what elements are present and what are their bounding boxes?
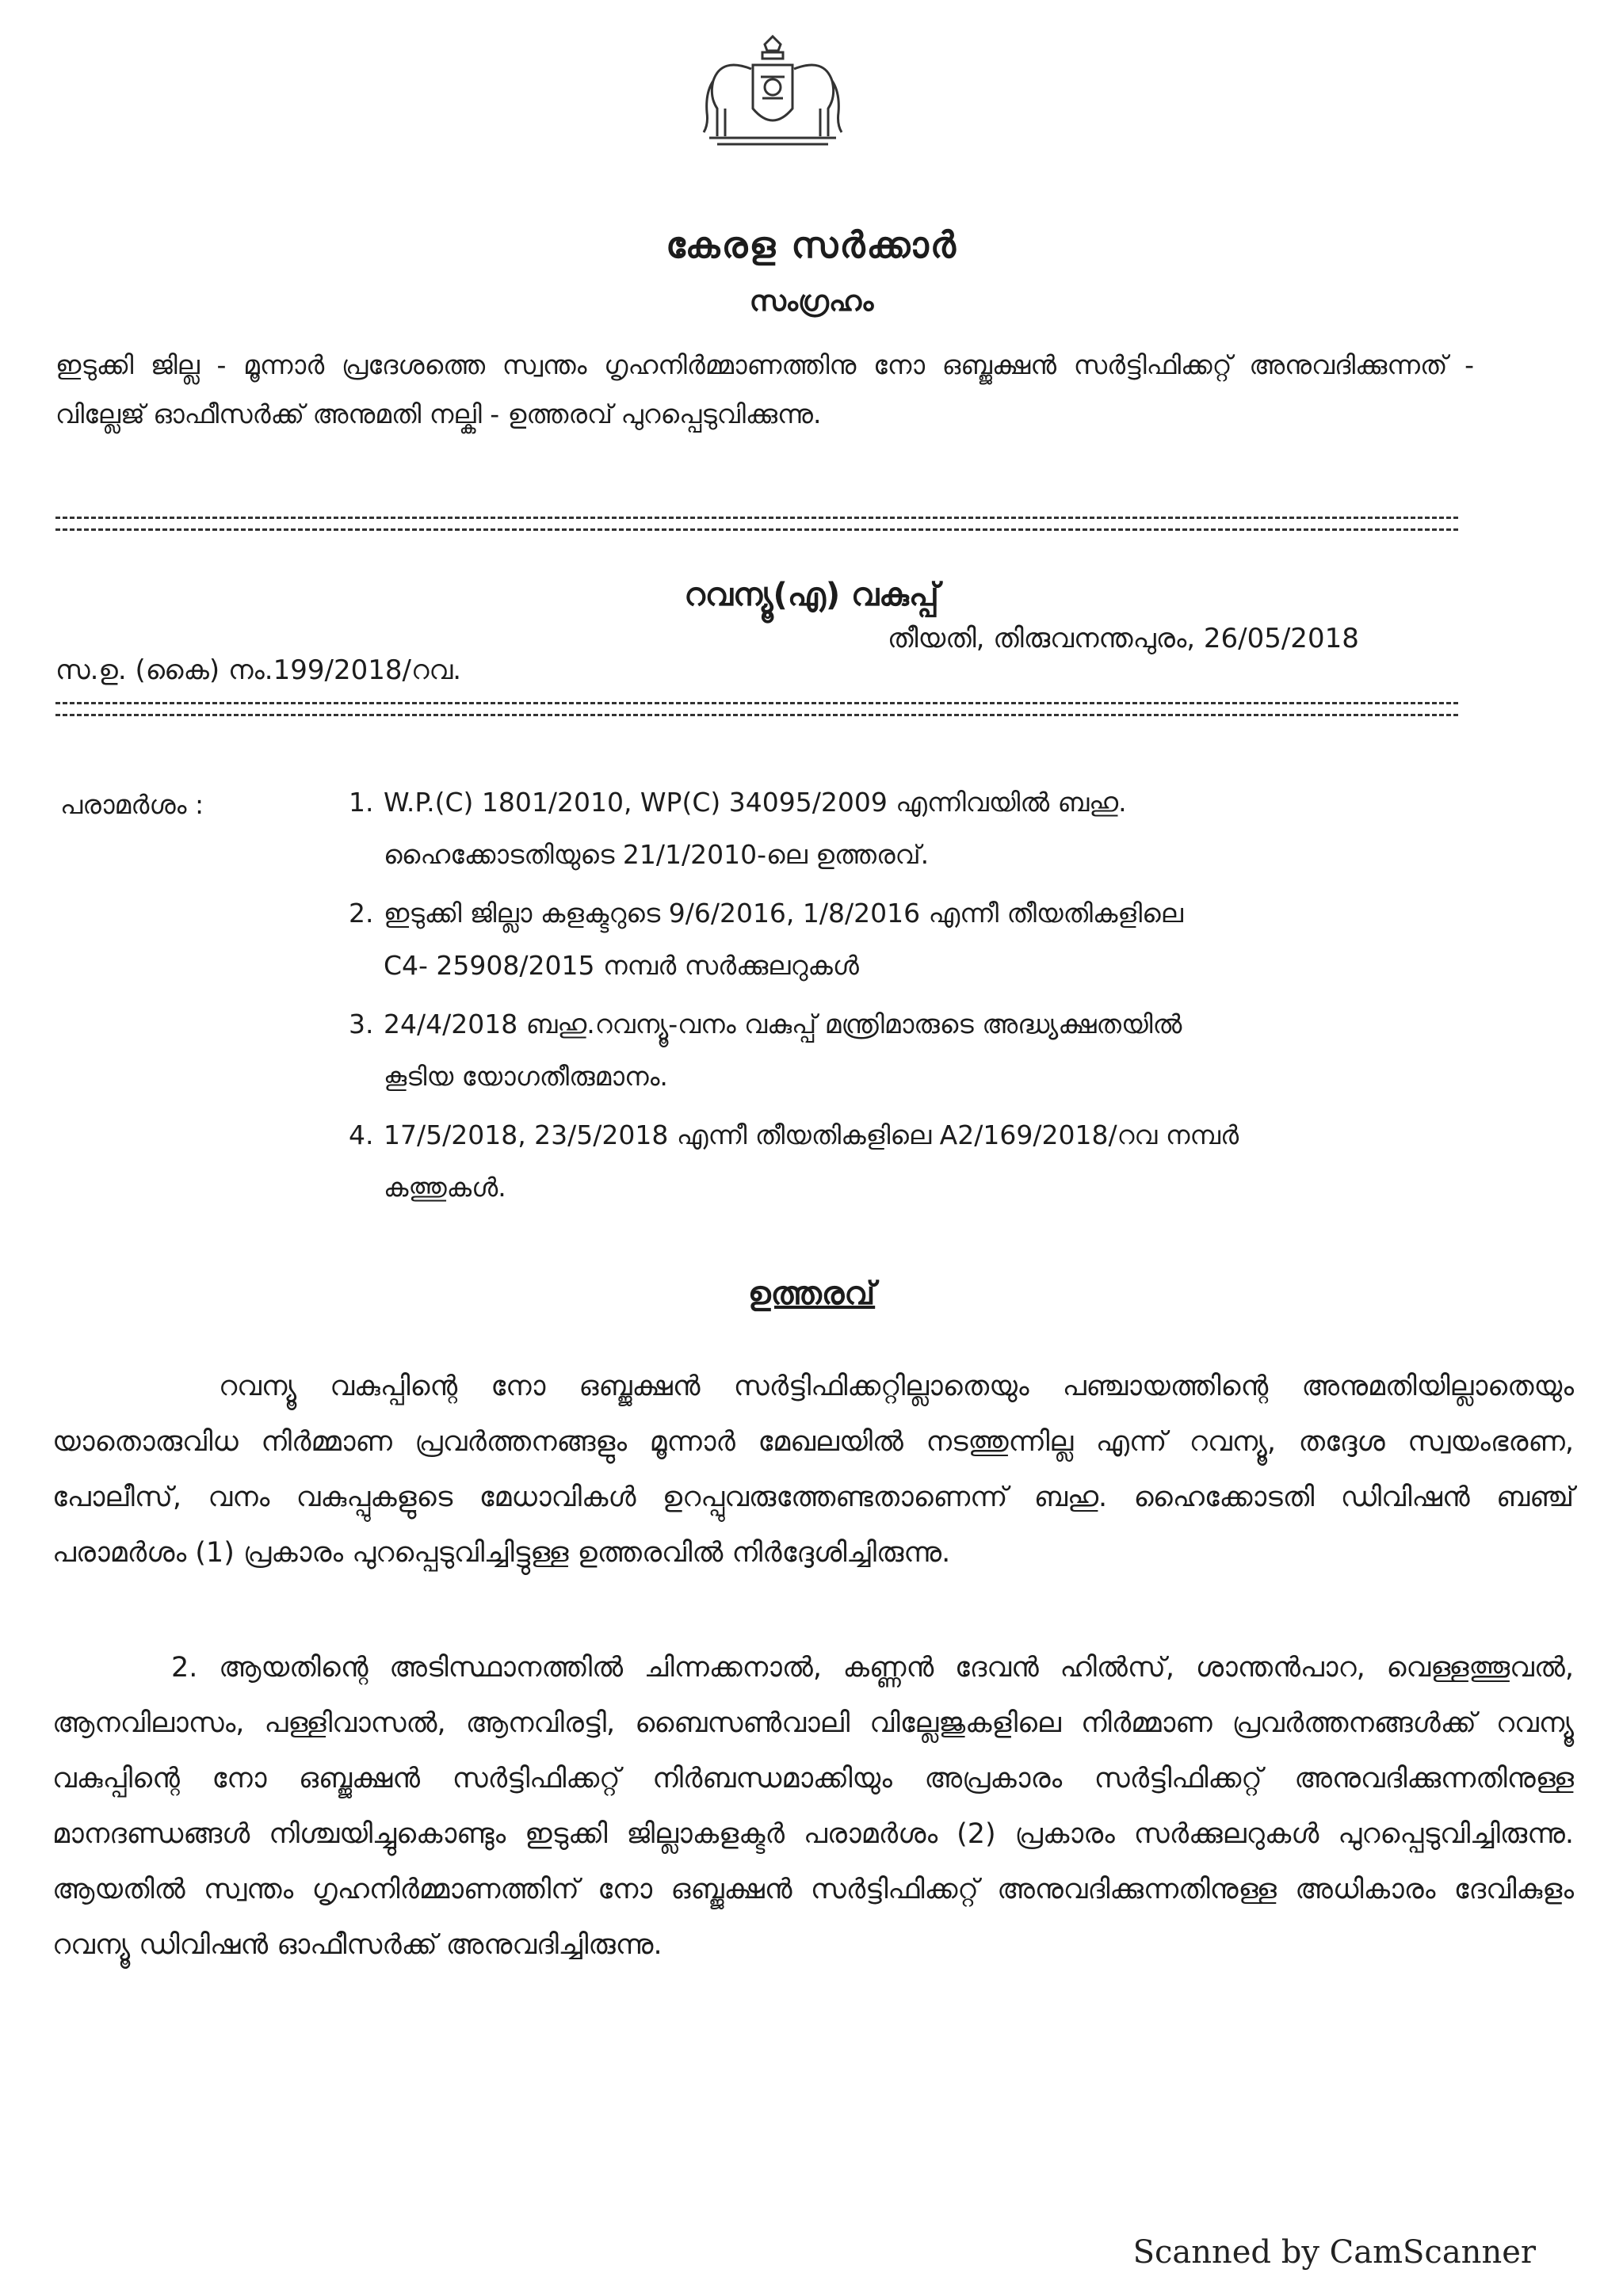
department-heading: റവന്യൂ(എ) വകുപ്പ്: [684, 577, 939, 613]
references-list: [349, 776, 1458, 1220]
government-title: കേരള സർക്കാർ: [666, 223, 957, 266]
reference-number: 3.: [349, 1009, 374, 1039]
subject-text: ഇടുക്കി ജില്ല - മൂന്നാർ പ്രദേശത്തെ സ്വന്തം ഗൃഹനിർമ്മാണത്തിനു നോ ഒബ്ജക്ഷൻ സർട്ടിഫിക്കറ്റ് അനുവദിക്കുന്നത് - വില്ലേജ് ഓഫീസർക്ക് അനുമതി നല്കി - ഉത്തരവ് പുറപ്പെടുവിക്കുന്നു.: [55, 349, 1474, 429]
body-paragraph-1: റവന്യൂ വകുപ്പിന്റെ നോ ഒബ്ജക്ഷൻ സർട്ടിഫിക്കറ്റില്ലാതെയും പഞ്ചായത്തിന്റെ അനുമതിയില്ലാതെയും യാതൊരുവിധ നിർമ്മാണ പ്രവർത്തനങ്ങളും മൂന്നാർ മേഖലയിൽ നടത്തുന്നില്ല എന്ന് റവന്യൂ, തദ്ദേശ സ്വയംഭരണ, പോലീസ്, വനം വകുപ്പുകളുടെ മേധാവികൾ ഉറപ്പുവരുത്തേണ്ടതാണെന്ന് ബഹു. ഹൈക്കോടതി ഡിവിഷൻ ബഞ്ച് പരാമർശം (1) പ്രകാരം പുറപ്പെടുവിച്ചിട്ടുള്ള ഉത്തരവിൽ നിർദ്ദേശിച്ചിരുന്നു.: [52, 1371, 1574, 1569]
kerala-emblem-icon: [689, 33, 856, 152]
order-heading: ഉത്തരവ്: [747, 1276, 876, 1312]
reference-number: 2.: [349, 898, 374, 929]
body-paragraph-2: 2. ആയതിന്റെ അടിസ്ഥാനത്തിൽ ചിന്നക്കനാൽ, കണ്ണൻ ദേവൻ ഹിൽസ്, ശാന്തൻപാറ, വെള്ളത്തൂവൽ, ആനവിലാസം, പള്ളിവാസൽ, ആനവിരട്ടി, ബൈസൺവാലി വില്ലേജുകളിലെ നിർമ്മാണ പ്രവർത്തനങ്ങൾക്ക് റവന്യൂ വകുപ്പിന്റെ നോ ഒബ്ജക്ഷൻ സർട്ടിഫിക്കറ്റ് നിർബന്ധമാക്കിയും അപ്രകാരം സർട്ടിഫിക്കറ്റ് അനുവദിക്കുന്നതിനുള്ള മാനദണ്ഡങ്ങൾ നിശ്ചയിച്ചുകൊണ്ടും ഇടുക്കി ജില്ലാകളക്ടർ പരാമർശം (2) പ്രകാരം സർക്കുലറുകൾ പുറപ്പെടുവിച്ചിരുന്നു. ആയതിൽ സ്വന്തം ഗൃഹനിർമ്മാണത്തിന് നോ ഒബ്ജക്ഷൻ സർട്ടിഫിക്കറ്റ് അനുവദിക്കുന്നതിനുള്ള അധികാരം ദേവികുളം റവന്യൂ ഡിവിഷൻ ഓഫീസർക്ക് അനുവദിച്ചിരുന്നു.: [52, 1652, 1574, 1961]
reference-number: 1.: [349, 787, 374, 818]
reference-item: [349, 776, 1458, 881]
divider-line: [55, 702, 1458, 716]
summary-heading: സംഗ്രഹം: [749, 285, 874, 318]
references-label: പരാമർശം :: [60, 789, 204, 820]
scanner-watermark: Scanned by CamScanner: [1132, 2234, 1536, 2271]
reference-text: ഇടുക്കി ജില്ലാ കളക്ടറുടെ 9/6/2016, 1/8/2016 എന്നീ തീയതികളിലെ: [384, 898, 1183, 929]
order-number: സ.ഉ. (കൈ) നം.199/2018/റവ.: [55, 654, 462, 686]
reference-text-continued: കത്തുകൾ.: [384, 1172, 506, 1203]
reference-item: [349, 1109, 1458, 1214]
reference-text-continued: C4- 25908/2015 നമ്പർ സർക്കുലറുകൾ: [384, 950, 859, 981]
reference-number: 4.: [349, 1119, 374, 1150]
reference-text-continued: ഹൈക്കോടതിയുടെ 21/1/2010-ലെ ഉത്തരവ്.: [384, 839, 930, 870]
divider-line: [55, 517, 1458, 531]
reference-text: W.P.(C) 1801/2010, WP(C) 34095/2009 എന്നിവയിൽ ബഹു.: [384, 787, 1127, 818]
reference-text-continued: കൂടിയ യോഗതീരുമാനം.: [384, 1061, 668, 1092]
reference-item: [349, 998, 1458, 1103]
reference-text: 24/4/2018 ബഹു.റവന്യൂ-വനം വകുപ്പ് മന്ത്രിമാരുടെ അദ്ധ്യക്ഷതയിൽ: [384, 1009, 1182, 1039]
reference-item: [349, 887, 1458, 992]
reference-text: 17/5/2018, 23/5/2018 എന്നീ തീയതികളിലെ A2/169/2018/റവ നമ്പർ: [384, 1119, 1239, 1150]
order-date: തീയതി, തിരുവനന്തപുരം, 26/05/2018: [888, 623, 1359, 654]
